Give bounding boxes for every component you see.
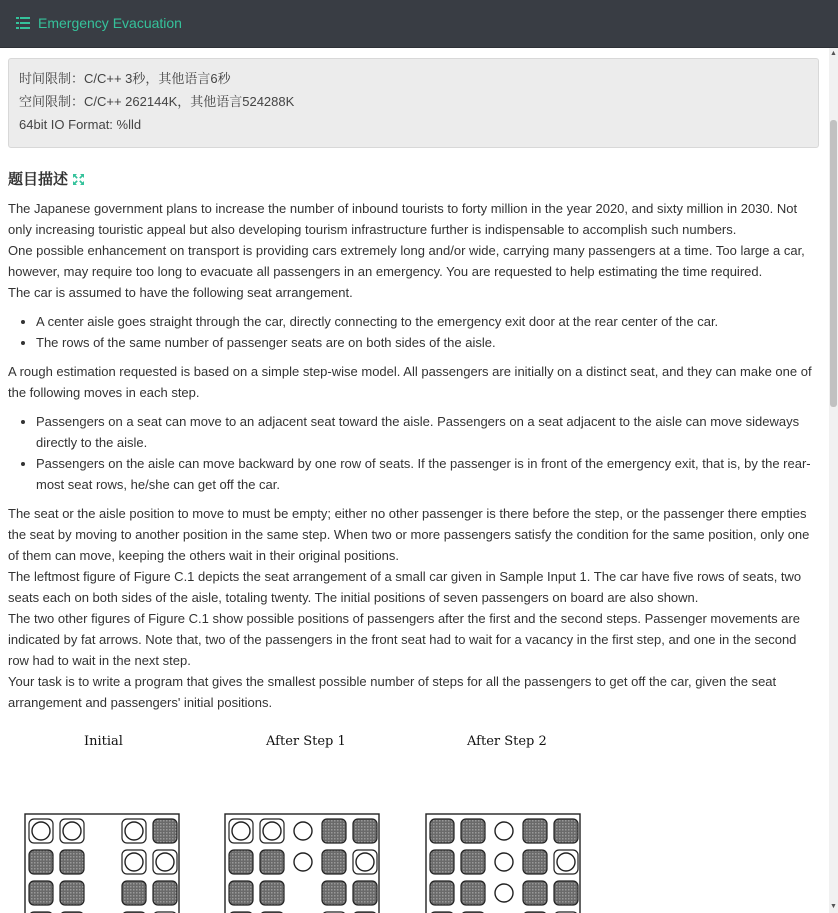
passenger [125, 822, 143, 840]
desc-paragraph: A rough estimation requested is based on a simple step-wise model. All passengers are initially on a distinct seat, and they can make one of the following moves in each step. [8, 364, 812, 400]
top-bar [0, 0, 838, 48]
seat [523, 819, 547, 843]
seat [122, 881, 146, 905]
seat [153, 819, 177, 843]
list-item: • Passengers on a seat can move to an adjacent seat toward the aisle. Passengers on a seat adjacent to the aisle can move sideways directly to the aisle. [36, 411, 820, 453]
time-limit: 时间限制：C/C++ 3秒，其他语言6秒 [19, 71, 231, 86]
list-icon [16, 17, 30, 29]
seat [461, 819, 485, 843]
desc-paragraph: The two other figures of Figure C.1 show possible positions of passengers after the first and the second steps. Passenger movements are indicated by fat arrows. Note that, two of the passengers in the front seat had to wait for a vacancy in the first step, and one in the second row had to wait in the next step. [8, 611, 800, 668]
seat [523, 881, 547, 905]
passenger-in-aisle [495, 822, 513, 840]
seat [29, 881, 53, 905]
passenger [32, 822, 50, 840]
seat [229, 850, 253, 874]
passenger [263, 822, 281, 840]
seat-arrangement-list [8, 311, 820, 353]
seat [523, 850, 547, 874]
seat [554, 881, 578, 905]
figure-c1 [22, 730, 602, 913]
passenger [156, 853, 174, 871]
passenger-in-aisle [294, 822, 312, 840]
desc-paragraph: One possible enhancement on transport is providing cars extremely long and/or wide, carrying many passengers at a time. Too large a car, however, may require too long to evacuate all passengers in an emergency. You are requested to help estimating the time required. [8, 243, 805, 279]
passenger-in-aisle [495, 853, 513, 871]
problem-description [8, 198, 820, 713]
list-item: • A center aisle goes straight through the car, directly connecting to the emergency exit door at the rear center of the car. [36, 311, 820, 332]
seat [29, 850, 53, 874]
desc-paragraph: The leftmost figure of Figure C.1 depicts the seat arrangement of a small car given in Sample Input 1. The car have five rows of seats, two seats each on both sides of the aisle, totaling twenty. The initial positions of seven passengers on board are also shown. [8, 569, 802, 605]
seat [554, 819, 578, 843]
seat [430, 850, 454, 874]
problem-title-link[interactable] [16, 15, 182, 31]
passenger [356, 853, 374, 871]
passenger-in-aisle [294, 853, 312, 871]
moves-list [8, 411, 820, 495]
section-title: 题目描述 [8, 171, 69, 188]
desc-paragraph: Your task is to write a program that gives the smallest possible number of steps for all the passengers to get off the car, given the seat arrangement and passengers' initial positions. [8, 674, 777, 710]
scroll-down-icon[interactable]: ▼ [830, 903, 837, 910]
seat [260, 881, 284, 905]
figure-label-step2: After Step 2 [467, 734, 547, 749]
figure-label-step1: After Step 1 [266, 734, 346, 749]
list-item: • The rows of the same number of passenger seats are on both sides of the aisle. [36, 332, 820, 353]
limits-box [8, 58, 819, 148]
passenger [557, 853, 575, 871]
memory-limit: 空间限制：C/C++ 262144K，其他语言524288K [19, 94, 295, 109]
seat [260, 850, 284, 874]
section-heading [8, 168, 85, 189]
seat [430, 819, 454, 843]
seat [461, 850, 485, 874]
seat [60, 881, 84, 905]
scrollbar-thumb[interactable] [830, 120, 837, 407]
passenger-in-aisle [495, 884, 513, 902]
passenger [63, 822, 81, 840]
scrollbar[interactable] [829, 48, 838, 913]
seat [322, 881, 346, 905]
seat [322, 819, 346, 843]
seat [153, 881, 177, 905]
desc-paragraph: The seat or the aisle position to move to must be empty; either no other passenger is there before the step, or the passenger there empties the seat by moving to another position in the same step. When two or more passengers satisfy the condition for the same position, only one of them can move, keeping the others wait in their original positions. [8, 506, 810, 563]
seat [229, 881, 253, 905]
seat [353, 881, 377, 905]
desc-paragraph: The Japanese government plans to increase the number of inbound tourists to forty million in the year 2020, and sixty million in 2030. Not only increasing touristic appeal but also developing tourism infrastructure further is indispensable to accomplish such numbers. [8, 201, 798, 237]
figure-label-initial: Initial [84, 734, 123, 749]
seat [430, 881, 454, 905]
problem-title: Emergency Evacuation [38, 15, 182, 31]
io-format: 64bit IO Format: %lld [19, 117, 142, 132]
seat-diagram [22, 730, 602, 913]
seat [461, 881, 485, 905]
passenger [125, 853, 143, 871]
list-item: • Passengers on the aisle can move backward by one row of seats. If the passenger is in front of the emergency exit, that is, by the rear-most seat rows, he/she can get off the car. [36, 453, 820, 495]
content-area [0, 48, 829, 913]
desc-paragraph: The car is assumed to have the following seat arrangement. [8, 285, 353, 300]
expand-icon[interactable] [72, 173, 85, 186]
seat [60, 850, 84, 874]
passenger [232, 822, 250, 840]
seat [322, 850, 346, 874]
seat [353, 819, 377, 843]
scroll-up-icon[interactable]: ▲ [830, 50, 837, 57]
